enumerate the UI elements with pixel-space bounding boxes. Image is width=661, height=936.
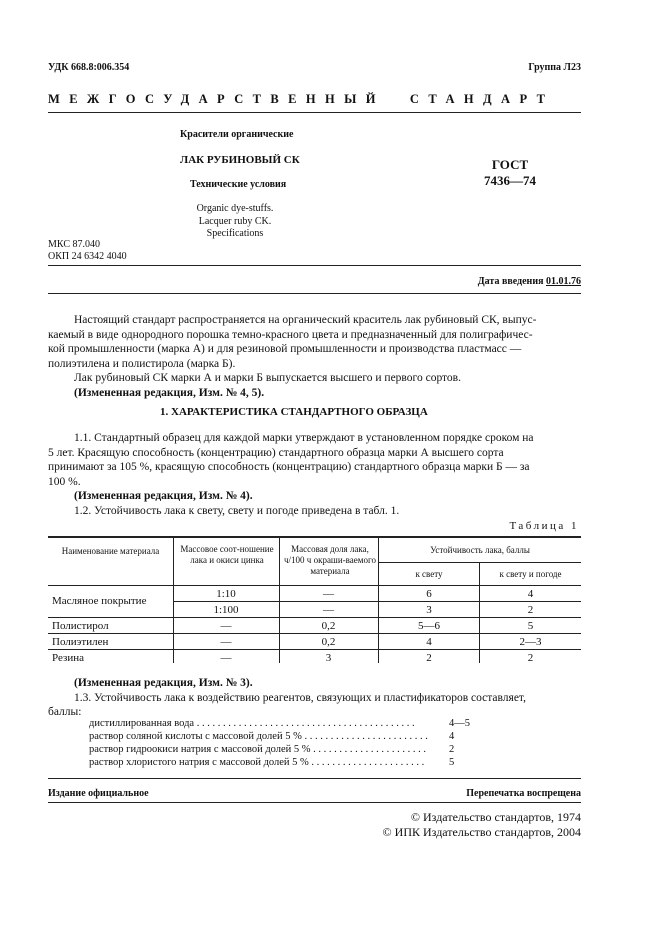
english-line: Specifications [206, 228, 264, 239]
reagent-item [89, 744, 469, 757]
cell-ratio: — [220, 636, 232, 648]
mks-code: МКС 87.040 [48, 239, 100, 250]
reagent-name: дистиллированная вода . . . . . . . . . . . . . . . . . . . . . . . . . . . . . . . . . . . . . . . . . . [89, 718, 415, 729]
subheader-rule [379, 562, 581, 563]
title-category: Красители органические [180, 129, 294, 140]
cell-light: 5—6 [418, 620, 440, 632]
text-line: полиэтилена и полистирола (марка Б). [48, 357, 236, 370]
cell-weather: 2 [527, 652, 534, 664]
text-line: кой промышленности (марка А) и для резиновой промышленности и производства пластмасс — [48, 343, 522, 356]
cell-fraction: 0,2 [321, 636, 336, 648]
gost-block [480, 157, 540, 189]
text-line: 1.3. Устойчивость лака к воздействию реагентов, связующих и пластификаторов составляет, [74, 691, 526, 704]
gost-label: ГОСТ [491, 157, 529, 172]
table-label: Таблица 1 [509, 520, 579, 532]
okp-code: ОКП 24 6342 4040 [48, 251, 127, 262]
banner-rule [48, 112, 581, 113]
th-material: Наименование материала [61, 546, 160, 556]
cell-ratio: 1:100 [213, 604, 239, 616]
section-heading: 1. ХАРАКТЕРИСТИКА СТАНДАРТНОГО ОБРАЗЦА [160, 406, 428, 418]
udk-code: УДК 668.8:006.354 [48, 62, 130, 73]
cell-weather: 2—3 [519, 636, 542, 648]
intro-date-label: Дата введения [477, 276, 544, 287]
reagent-name: раствор гидроокиси натрия с массовой долей 5 % . . . . . . . . . . . . . . . . . . . . . . [89, 744, 427, 755]
group-code: Группа Л23 [528, 62, 581, 73]
copyright-line: © ИПК Издательство стандартов, 2004 [382, 824, 581, 839]
english-line: Organic dye-stuffs. [196, 203, 274, 214]
cell-fraction: — [323, 604, 334, 616]
english-title [160, 203, 310, 241]
english-line: Lacquer ruby CK. [198, 215, 272, 227]
th-ratio: Массовое соот-ношение лака и окиси цинка [180, 544, 274, 565]
cell-weather: 5 [527, 620, 534, 632]
cell-ratio: 1:10 [216, 588, 236, 600]
intro-paragraph [48, 313, 581, 401]
title-name: ЛАК РУБИНОВЫЙ СК [180, 154, 300, 166]
reagent-value: 5 [449, 757, 455, 768]
paragraph-1-3 [48, 676, 581, 720]
reagent-value: 4 [449, 731, 455, 742]
th-light: к свету [415, 569, 443, 579]
cell-material: Масляное покрытие [52, 595, 147, 607]
classification-codes [48, 239, 127, 263]
text-line: 100 %. [48, 475, 81, 488]
footer-rule [48, 778, 581, 779]
cell-material: Резина [52, 652, 84, 664]
th-resistance: Устойчивость лака, баллы [430, 545, 530, 555]
text-line: 1.2. Устойчивость лака к свету, свету и погоде приведена в табл. 1. [74, 504, 400, 517]
intro-date [478, 276, 581, 287]
reagent-item [89, 731, 469, 744]
reagent-name: раствор хлористого натрия с массовой долей 5 % . . . . . . . . . . . . . . . . . . . . . . [89, 757, 425, 768]
cell-ratio: — [220, 620, 232, 632]
reagent-value: 4—5 [449, 718, 470, 729]
row-rule [48, 633, 581, 634]
text-line: Настоящий стандарт распространяется на органический краситель лак рубиновый СК, выпус- [74, 314, 537, 326]
cell-light: 6 [426, 588, 432, 600]
cell-ratio: — [220, 652, 232, 664]
header-rule [48, 585, 581, 586]
footer-rule [48, 802, 581, 803]
text-line: 1.1. Стандартный образец для каждой марки утверждают в установленном порядке сроком на [74, 432, 534, 444]
cell-material: Полистирол [52, 620, 109, 632]
cell-weather: 2 [527, 604, 534, 616]
standard-banner: МЕЖГОСУДАРСТВЕННЫЙ СТАНДАРТ [48, 92, 555, 106]
reprint-notice: Перепечатка воспрещена [466, 788, 581, 799]
text-line: баллы: [48, 706, 82, 719]
th-fraction: Массовая доля лака, ч/100 ч окраши-ваемого материала [284, 544, 376, 576]
row-rule [48, 649, 581, 650]
title-subtitle: Технические условия [190, 179, 287, 190]
gost-number: 7436—74 [484, 173, 536, 188]
copyright-block [383, 810, 581, 839]
text-line: каемый в виде однородного порошка темно-красного цвета и предназначенный для полиграфичес- [48, 328, 533, 341]
codes-rule [48, 265, 581, 266]
row-rule [48, 617, 581, 618]
cell-fraction: — [323, 588, 334, 600]
paragraph-1-1 [48, 431, 581, 519]
official-edition: Издание официальное [48, 788, 149, 799]
edition-note: (Измененная редакция, Изм. № 3). [74, 677, 253, 689]
cell-fraction: 3 [325, 652, 332, 664]
cell-light: 3 [426, 604, 432, 616]
cell-light: 4 [426, 636, 432, 648]
copyright-line: © Издательство стандартов, 1974 [410, 810, 581, 824]
intro-date-value: 01.01.76 [546, 276, 581, 287]
reagent-name: раствор соляной кислоты с массовой долей 5 % . . . . . . . . . . . . . . . . . . . . . . . . [89, 731, 428, 742]
th-weather: к свету и погоде [499, 569, 562, 579]
edition-note: (Измененная редакция, Изм. № 4, 5). [74, 386, 265, 399]
date-rule [48, 293, 581, 294]
cell-fraction: 0,2 [321, 620, 336, 632]
cell-weather: 4 [527, 588, 534, 600]
reagent-item [89, 757, 469, 770]
text-line: Лак рубиновый СК марки А и марки Б выпускается высшего и первого сортов. [74, 372, 461, 385]
reagent-item [89, 718, 469, 731]
text-line: 5 лет. Красящую способность (концентрацию) стандартного образца марки А высшего сорта [48, 446, 504, 459]
reagent-value: 2 [449, 744, 455, 755]
cell-light: 2 [426, 652, 432, 664]
edition-note: (Измененная редакция, Изм. № 4). [74, 490, 253, 503]
row-rule [173, 601, 581, 602]
table-top-rule [48, 536, 581, 538]
text-line: принимают за 105 %, красящую способность (концентрацию) стандартного образца марки Б — за [48, 461, 530, 474]
cell-material: Полиэтилен [52, 636, 109, 648]
